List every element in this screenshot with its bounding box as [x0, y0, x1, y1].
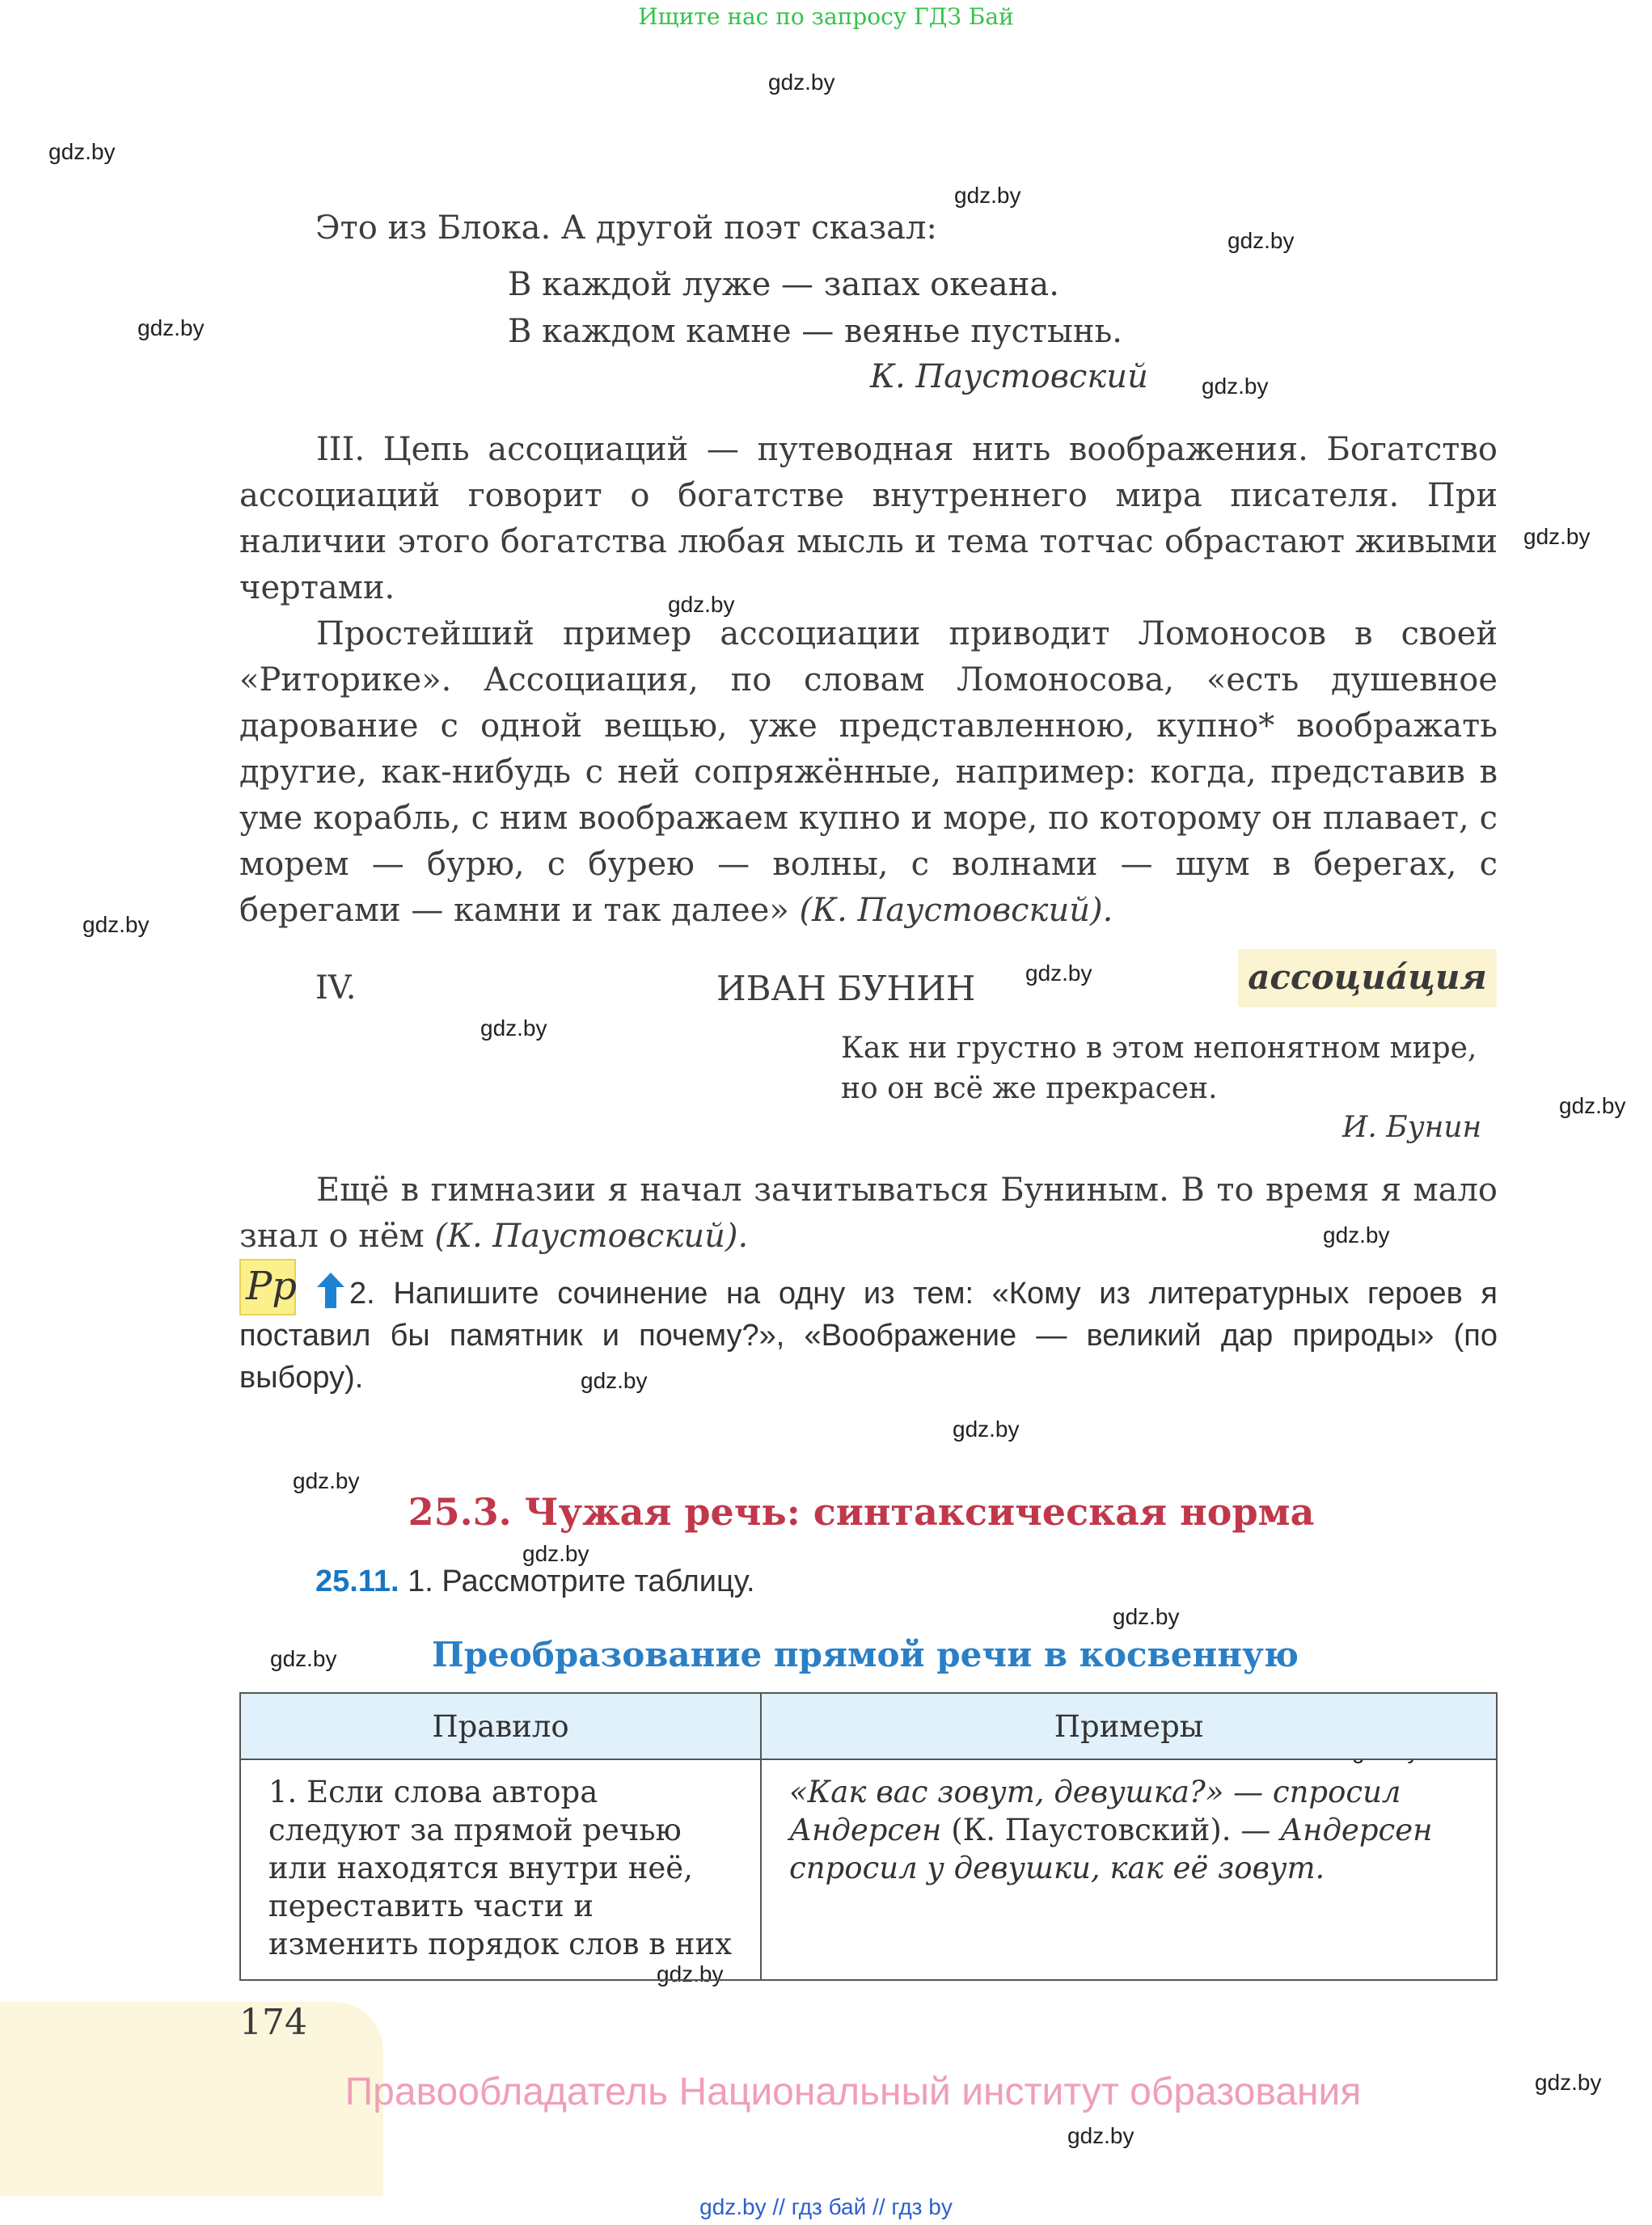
- bottom-links[interactable]: gdz.by // гдз бай // гдз by: [699, 2194, 953, 2219]
- page-number: 174: [239, 2002, 307, 2043]
- rhetoric-icon-label: Pp: [246, 1264, 298, 1309]
- paragraph-lomonosov-author: (К. Паустовский).: [799, 892, 1113, 929]
- watermark: gdz.by: [1067, 2123, 1134, 2148]
- vocabulary-word: ассоциа́ция: [1248, 957, 1487, 997]
- watermark: gdz.by: [657, 1961, 724, 1986]
- watermark: gdz.by: [49, 139, 116, 164]
- verse-author: К. Паустовский: [870, 358, 1148, 395]
- watermark: gdz.by: [581, 1368, 648, 1393]
- watermark: gdz.by: [522, 1541, 589, 1566]
- watermark: gdz.by: [1025, 961, 1092, 986]
- copyright-notice: Правообладатель Национальный институт образования: [344, 2071, 1362, 2113]
- watermark: gdz.by: [668, 592, 735, 617]
- watermark: gdz.by: [954, 183, 1021, 208]
- verse-line-1: В каждой луже — запах океана.: [508, 266, 1059, 303]
- watermark: gdz.by: [1559, 1093, 1626, 1118]
- epigraph-author: И. Бунин: [1342, 1111, 1482, 1144]
- watermark: gdz.by: [480, 1015, 547, 1041]
- table-cell-example: [761, 1759, 1497, 1980]
- example-direct-speech: «Как вас зовут, девушка?» — спросил Андерсен: [789, 1775, 1401, 1847]
- table-header-examples: Примеры: [761, 1693, 1497, 1759]
- table-header-row: [240, 1693, 1497, 1759]
- section-numeral-IV: IV.: [315, 969, 357, 1007]
- watermark: gdz.by: [270, 1646, 337, 1671]
- section-heading-bunin: ИВАН БУНИН: [716, 969, 976, 1008]
- watermark: gdz.by: [293, 1468, 360, 1493]
- task-text: 2. Напишите сочинение на одну из тем: «Кому из литературных героев я поставил бы памятник и почему?», «Воображение — великий дар природы» (по выбору).: [239, 1277, 1498, 1395]
- paragraph-bunin: [239, 1167, 1498, 1260]
- epigraph-line-2: но он всё же прекрасен.: [841, 1072, 1218, 1105]
- watermark: gdz.by: [1113, 1604, 1180, 1629]
- table-header-rule: Правило: [240, 1693, 761, 1759]
- exercise-number: 25.11.: [315, 1564, 399, 1598]
- watermark: gdz.by: [1535, 2070, 1602, 2095]
- paragraph-lomonosov: [239, 611, 1498, 934]
- paragraph-bunin-text: Ещё в гимназии я начал зачитываться Буниным. В то время я мало знал о нём: [239, 1172, 1498, 1255]
- watermark: gdz.by: [1523, 524, 1591, 549]
- rules-table: [239, 1692, 1498, 1981]
- table-title: Преобразование прямой речи в косвенную: [432, 1635, 1299, 1674]
- watermark: gdz.by: [1227, 228, 1295, 253]
- table-cell-rule: 1. Если слова автора следуют за прямой речью или находятся внутри неё, переставить части и изменить порядок слов в них: [240, 1759, 761, 1980]
- watermark: gdz.by: [953, 1416, 1020, 1442]
- paragraph-III: III. Цепь ассоциаций — путеводная нить воображения. Богатство ассоциаций говорит о богатстве внутреннего мира писателя. При наличии этого богатства любая мысль и тема тотчас обрастают живыми чертами.: [239, 431, 1498, 606]
- paragraph-lomonosov-text: Простейший пример ассоциации приводит Ломоносов в своей «Риторике». Ассоциация, по словам Ломоносова, «есть душевное дарование с одной вещью, уже представленною, купно* воображать другие, как-нибудь с ней сопряжённые, например: когда, представив в уме корабль, с ним воображаем купно и море, по которому он плавает, с морем — бурю, с бурею — волны, с волнами — шум в берегах, с берегами — камни и так далее»: [239, 615, 1498, 929]
- watermark: gdz.by: [768, 70, 835, 95]
- watermark: gdz.by: [82, 912, 150, 937]
- table-row: [240, 1759, 1497, 1980]
- watermark: gdz.by: [1323, 1222, 1390, 1248]
- watermark: gdz.by: [137, 315, 205, 340]
- exercise-line: [315, 1560, 755, 1602]
- epigraph-line-1: Как ни грустно в этом непонятном мире,: [841, 1032, 1477, 1065]
- watermark: gdz.by: [1202, 374, 1269, 399]
- vocabulary-box: [1238, 949, 1497, 1007]
- exercise-text: 1. Рассмотрите таблицу.: [408, 1564, 755, 1598]
- verse-line-2: В каждом камне — веянье пустынь.: [508, 313, 1122, 350]
- section-title: 25.3. Чужая речь: синтаксическая норма: [408, 1490, 1315, 1534]
- top-banner[interactable]: Ищите нас по запросу ГДЗ Бай: [638, 3, 1014, 30]
- paragraph-bunin-author: (К. Паустовский).: [434, 1218, 749, 1255]
- example-indirect-speech: — Андерсен спросил у девушки, как её зовут.: [789, 1813, 1433, 1885]
- example-source: (К. Паустовский).: [951, 1813, 1232, 1847]
- intro-line: Это из Блока. А другой поэт сказал:: [315, 209, 937, 247]
